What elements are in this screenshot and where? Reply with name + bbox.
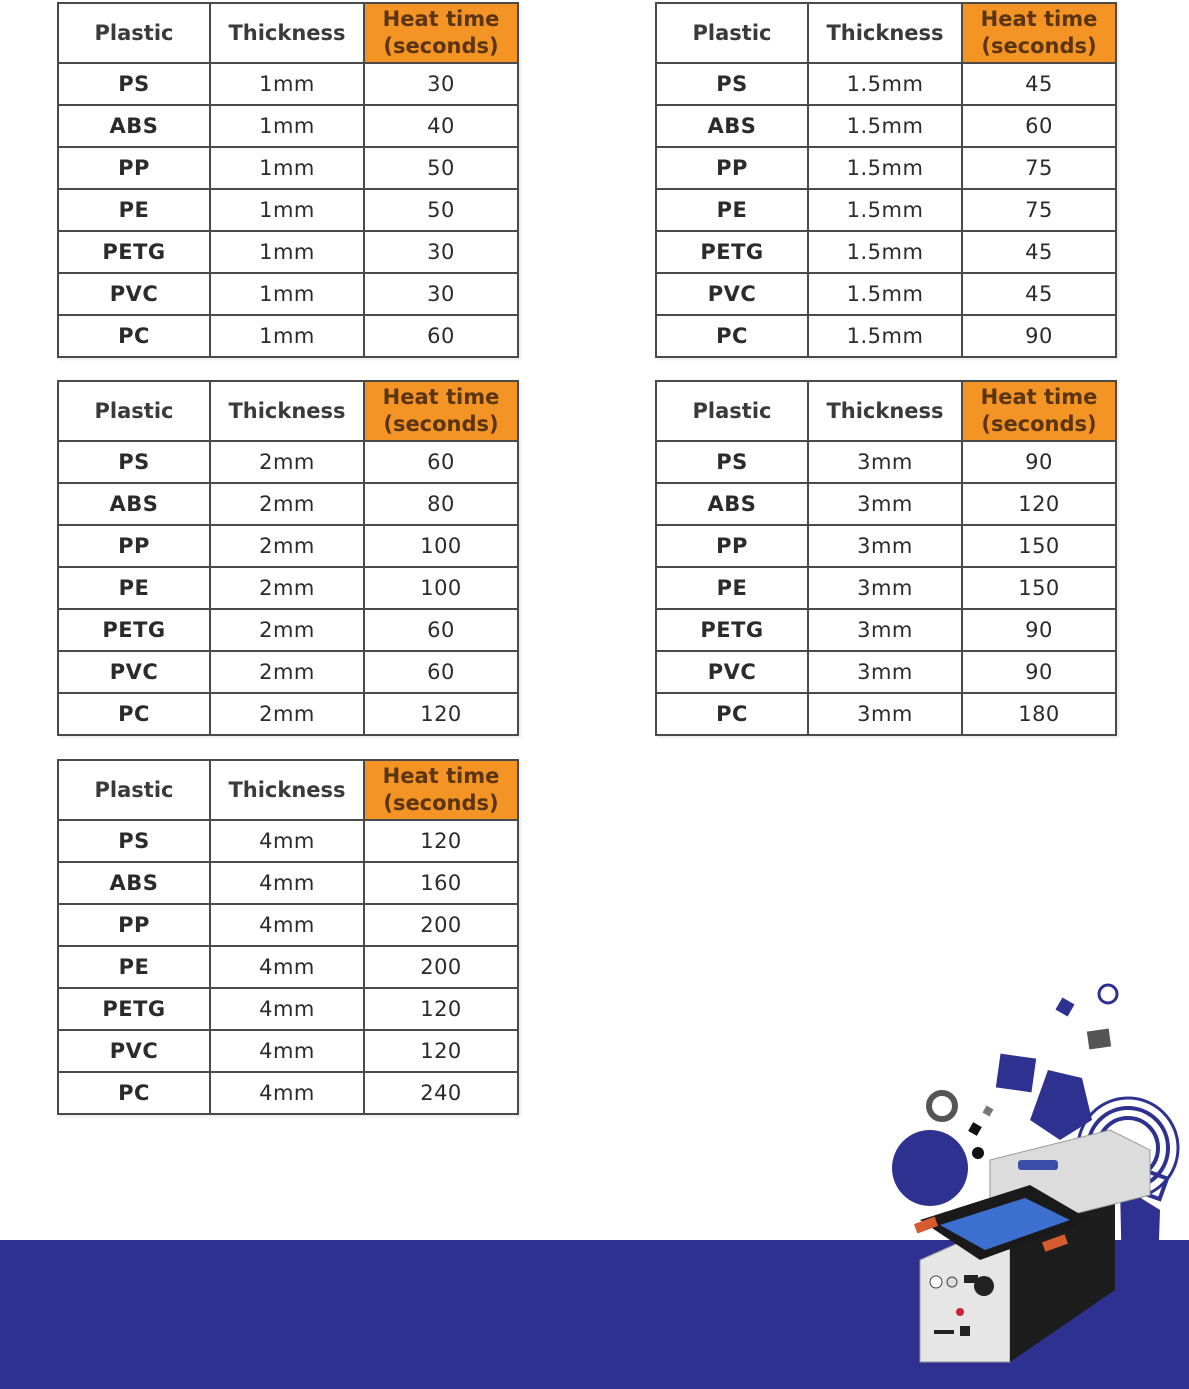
heat-time-cell: 90 bbox=[962, 441, 1116, 483]
plastic-cell: PS bbox=[58, 63, 210, 105]
heat-time-header bbox=[364, 381, 518, 441]
plastic-header: Plastic bbox=[58, 3, 210, 63]
plastic-cell: PS bbox=[656, 63, 808, 105]
heat-time-table bbox=[655, 2, 1117, 358]
table-row bbox=[58, 567, 518, 609]
thickness-cell: 4mm bbox=[210, 946, 364, 988]
thickness-header: Thickness bbox=[210, 381, 364, 441]
heat-time-header-line1: Heat time bbox=[382, 7, 500, 31]
table-header-row bbox=[58, 3, 518, 63]
heat-time-header-line2: (seconds) bbox=[383, 34, 499, 58]
table-row bbox=[656, 147, 1116, 189]
plastic-cell: PC bbox=[58, 1072, 210, 1114]
thickness-cell: 2mm bbox=[210, 525, 364, 567]
plastic-header: Plastic bbox=[58, 381, 210, 441]
heat-time-cell: 160 bbox=[364, 862, 518, 904]
thickness-cell: 1mm bbox=[210, 273, 364, 315]
plastic-cell: PP bbox=[58, 525, 210, 567]
plastic-cell: PS bbox=[58, 820, 210, 862]
thickness-cell: 1mm bbox=[210, 231, 364, 273]
heat-time-cell: 240 bbox=[364, 1072, 518, 1114]
plastic-header: Plastic bbox=[656, 381, 808, 441]
heat-time-header-line2: (seconds) bbox=[981, 34, 1097, 58]
heat-time-cell: 90 bbox=[962, 609, 1116, 651]
plastic-cell: PE bbox=[656, 567, 808, 609]
heat-time-cell: 45 bbox=[962, 63, 1116, 105]
table-row bbox=[58, 651, 518, 693]
thickness-cell: 1.5mm bbox=[808, 231, 962, 273]
heat-time-cell: 120 bbox=[364, 820, 518, 862]
heat-time-header-line2: (seconds) bbox=[383, 412, 499, 436]
diamond-icon bbox=[1055, 997, 1074, 1016]
heat-time-table bbox=[57, 2, 519, 358]
table-row bbox=[58, 946, 518, 988]
thickness-cell: 3mm bbox=[808, 441, 962, 483]
table-row bbox=[656, 441, 1116, 483]
plastic-header: Plastic bbox=[656, 3, 808, 63]
dot-icon bbox=[972, 1147, 984, 1159]
heat-time-cell: 150 bbox=[962, 525, 1116, 567]
thickness-cell: 3mm bbox=[808, 525, 962, 567]
thickness-cell: 3mm bbox=[808, 567, 962, 609]
plastic-cell: PC bbox=[656, 315, 808, 357]
heat-time-cell: 100 bbox=[364, 525, 518, 567]
table-row bbox=[656, 609, 1116, 651]
thickness-cell: 3mm bbox=[808, 693, 962, 735]
heat-time-cell: 100 bbox=[364, 567, 518, 609]
table-row bbox=[58, 231, 518, 273]
thickness-cell: 1mm bbox=[210, 147, 364, 189]
table-row bbox=[58, 189, 518, 231]
table-row bbox=[656, 189, 1116, 231]
heat-time-cell: 120 bbox=[364, 693, 518, 735]
heat-time-header bbox=[364, 760, 518, 820]
heat-time-cell: 50 bbox=[364, 189, 518, 231]
blob-icon bbox=[892, 1130, 968, 1206]
heat-time-cell: 60 bbox=[364, 651, 518, 693]
table-row bbox=[58, 862, 518, 904]
heat-time-cell: 60 bbox=[364, 315, 518, 357]
plastic-cell: ABS bbox=[58, 105, 210, 147]
table-row bbox=[656, 693, 1116, 735]
table-row bbox=[58, 441, 518, 483]
thickness-cell: 2mm bbox=[210, 483, 364, 525]
table-row bbox=[656, 105, 1116, 147]
plastic-header: Plastic bbox=[58, 760, 210, 820]
plastic-cell: PS bbox=[656, 441, 808, 483]
heat-time-cell: 80 bbox=[364, 483, 518, 525]
heat-time-header-line1: Heat time bbox=[980, 385, 1098, 409]
plastic-cell: ABS bbox=[58, 862, 210, 904]
heat-time-header bbox=[962, 381, 1116, 441]
heat-time-cell: 90 bbox=[962, 651, 1116, 693]
thickness-cell: 1mm bbox=[210, 315, 364, 357]
heat-time-header-line1: Heat time bbox=[382, 385, 500, 409]
table-row bbox=[58, 609, 518, 651]
plastic-cell: ABS bbox=[58, 483, 210, 525]
thickness-cell: 4mm bbox=[210, 1030, 364, 1072]
heat-time-header-line1: Heat time bbox=[980, 7, 1098, 31]
plastic-cell: PETG bbox=[58, 609, 210, 651]
heat-time-header bbox=[364, 3, 518, 63]
table-row bbox=[656, 315, 1116, 357]
table-row bbox=[656, 567, 1116, 609]
table-row bbox=[58, 273, 518, 315]
thickness-header: Thickness bbox=[808, 3, 962, 63]
plastic-cell: PVC bbox=[656, 651, 808, 693]
thickness-cell: 4mm bbox=[210, 904, 364, 946]
table-row bbox=[656, 651, 1116, 693]
table-row bbox=[58, 904, 518, 946]
table-row bbox=[58, 483, 518, 525]
plastic-cell: PP bbox=[656, 525, 808, 567]
table-row bbox=[656, 483, 1116, 525]
heat-time-cell: 200 bbox=[364, 904, 518, 946]
plastic-cell: PP bbox=[58, 147, 210, 189]
ring-icon bbox=[929, 1093, 955, 1119]
plastic-cell: PE bbox=[58, 567, 210, 609]
plastic-cell: ABS bbox=[656, 105, 808, 147]
table-row bbox=[656, 525, 1116, 567]
heat-time-cell: 90 bbox=[962, 315, 1116, 357]
plastic-cell: PE bbox=[58, 946, 210, 988]
table-header-row bbox=[656, 381, 1116, 441]
table-row bbox=[58, 988, 518, 1030]
thickness-cell: 3mm bbox=[808, 609, 962, 651]
heat-time-cell: 180 bbox=[962, 693, 1116, 735]
table-row bbox=[58, 820, 518, 862]
heat-time-cell: 200 bbox=[364, 946, 518, 988]
heat-time-cell: 120 bbox=[364, 1030, 518, 1072]
thickness-cell: 1.5mm bbox=[808, 105, 962, 147]
heat-time-table bbox=[57, 380, 519, 736]
table-header-row bbox=[656, 3, 1116, 63]
plastic-cell: PE bbox=[656, 189, 808, 231]
plastic-cell: PVC bbox=[656, 273, 808, 315]
thickness-cell: 2mm bbox=[210, 609, 364, 651]
heat-time-cell: 60 bbox=[364, 609, 518, 651]
heat-time-cell: 150 bbox=[962, 567, 1116, 609]
thickness-cell: 1.5mm bbox=[808, 189, 962, 231]
plastic-cell: PP bbox=[58, 904, 210, 946]
heat-time-cell: 50 bbox=[364, 147, 518, 189]
heat-time-cell: 75 bbox=[962, 147, 1116, 189]
thickness-cell: 3mm bbox=[808, 483, 962, 525]
plastic-cell: PC bbox=[656, 693, 808, 735]
table-header-row bbox=[58, 381, 518, 441]
table-row bbox=[58, 147, 518, 189]
thickness-cell: 1mm bbox=[210, 189, 364, 231]
heat-time-cell: 120 bbox=[962, 483, 1116, 525]
thickness-cell: 2mm bbox=[210, 567, 364, 609]
thickness-cell: 4mm bbox=[210, 988, 364, 1030]
heat-time-cell: 30 bbox=[364, 273, 518, 315]
thickness-cell: 2mm bbox=[210, 441, 364, 483]
heat-time-cell: 45 bbox=[962, 231, 1116, 273]
thickness-cell: 2mm bbox=[210, 693, 364, 735]
table-row bbox=[58, 693, 518, 735]
thickness-cell: 4mm bbox=[210, 862, 364, 904]
plastic-cell: PETG bbox=[656, 609, 808, 651]
thickness-cell: 1mm bbox=[210, 105, 364, 147]
heat-time-table bbox=[57, 759, 519, 1115]
thickness-cell: 3mm bbox=[808, 651, 962, 693]
plastic-cell: PC bbox=[58, 693, 210, 735]
thickness-cell: 1.5mm bbox=[808, 273, 962, 315]
thickness-cell: 4mm bbox=[210, 1072, 364, 1114]
heat-time-header-line2: (seconds) bbox=[981, 412, 1097, 436]
heat-time-cell: 60 bbox=[364, 441, 518, 483]
thickness-cell: 2mm bbox=[210, 651, 364, 693]
heat-time-cell: 60 bbox=[962, 105, 1116, 147]
thickness-header: Thickness bbox=[210, 760, 364, 820]
ring-icon bbox=[1099, 985, 1117, 1003]
thickness-cell: 1mm bbox=[210, 63, 364, 105]
thickness-cell: 1.5mm bbox=[808, 63, 962, 105]
plastic-cell: PVC bbox=[58, 1030, 210, 1072]
table-row bbox=[58, 315, 518, 357]
thickness-cell: 4mm bbox=[210, 820, 364, 862]
plastic-cell: PVC bbox=[58, 651, 210, 693]
thickness-header: Thickness bbox=[210, 3, 364, 63]
table-row bbox=[58, 63, 518, 105]
thickness-header: Thickness bbox=[808, 381, 962, 441]
square-icon bbox=[996, 1054, 1036, 1093]
table-row bbox=[58, 525, 518, 567]
heat-time-cell: 120 bbox=[364, 988, 518, 1030]
plastic-cell: PC bbox=[58, 315, 210, 357]
thickness-cell: 1.5mm bbox=[808, 147, 962, 189]
heat-time-header-line1: Heat time bbox=[382, 764, 500, 788]
dot-icon bbox=[968, 1122, 982, 1136]
plastic-cell: PETG bbox=[58, 231, 210, 273]
plastic-cell: PETG bbox=[656, 231, 808, 273]
vacuum-former-illustration bbox=[860, 970, 1189, 1389]
table-row bbox=[58, 1072, 518, 1114]
thickness-cell: 1.5mm bbox=[808, 315, 962, 357]
plastic-cell: PE bbox=[58, 189, 210, 231]
heat-time-cell: 75 bbox=[962, 189, 1116, 231]
table-row bbox=[656, 231, 1116, 273]
dot-icon bbox=[983, 1106, 994, 1117]
plastic-cell: PS bbox=[58, 441, 210, 483]
plastic-cell: PETG bbox=[58, 988, 210, 1030]
heat-time-cell: 30 bbox=[364, 63, 518, 105]
table-row bbox=[58, 1030, 518, 1072]
table-row bbox=[656, 273, 1116, 315]
heat-time-header bbox=[962, 3, 1116, 63]
table-header-row bbox=[58, 760, 518, 820]
square-icon bbox=[1087, 1029, 1111, 1050]
plastic-cell: PP bbox=[656, 147, 808, 189]
heat-time-cell: 30 bbox=[364, 231, 518, 273]
plastic-cell: PVC bbox=[58, 273, 210, 315]
table-row bbox=[656, 63, 1116, 105]
heat-time-table bbox=[655, 380, 1117, 736]
plastic-cell: ABS bbox=[656, 483, 808, 525]
table-row bbox=[58, 105, 518, 147]
heat-time-header-line2: (seconds) bbox=[383, 791, 499, 815]
heat-time-cell: 45 bbox=[962, 273, 1116, 315]
heat-time-cell: 40 bbox=[364, 105, 518, 147]
